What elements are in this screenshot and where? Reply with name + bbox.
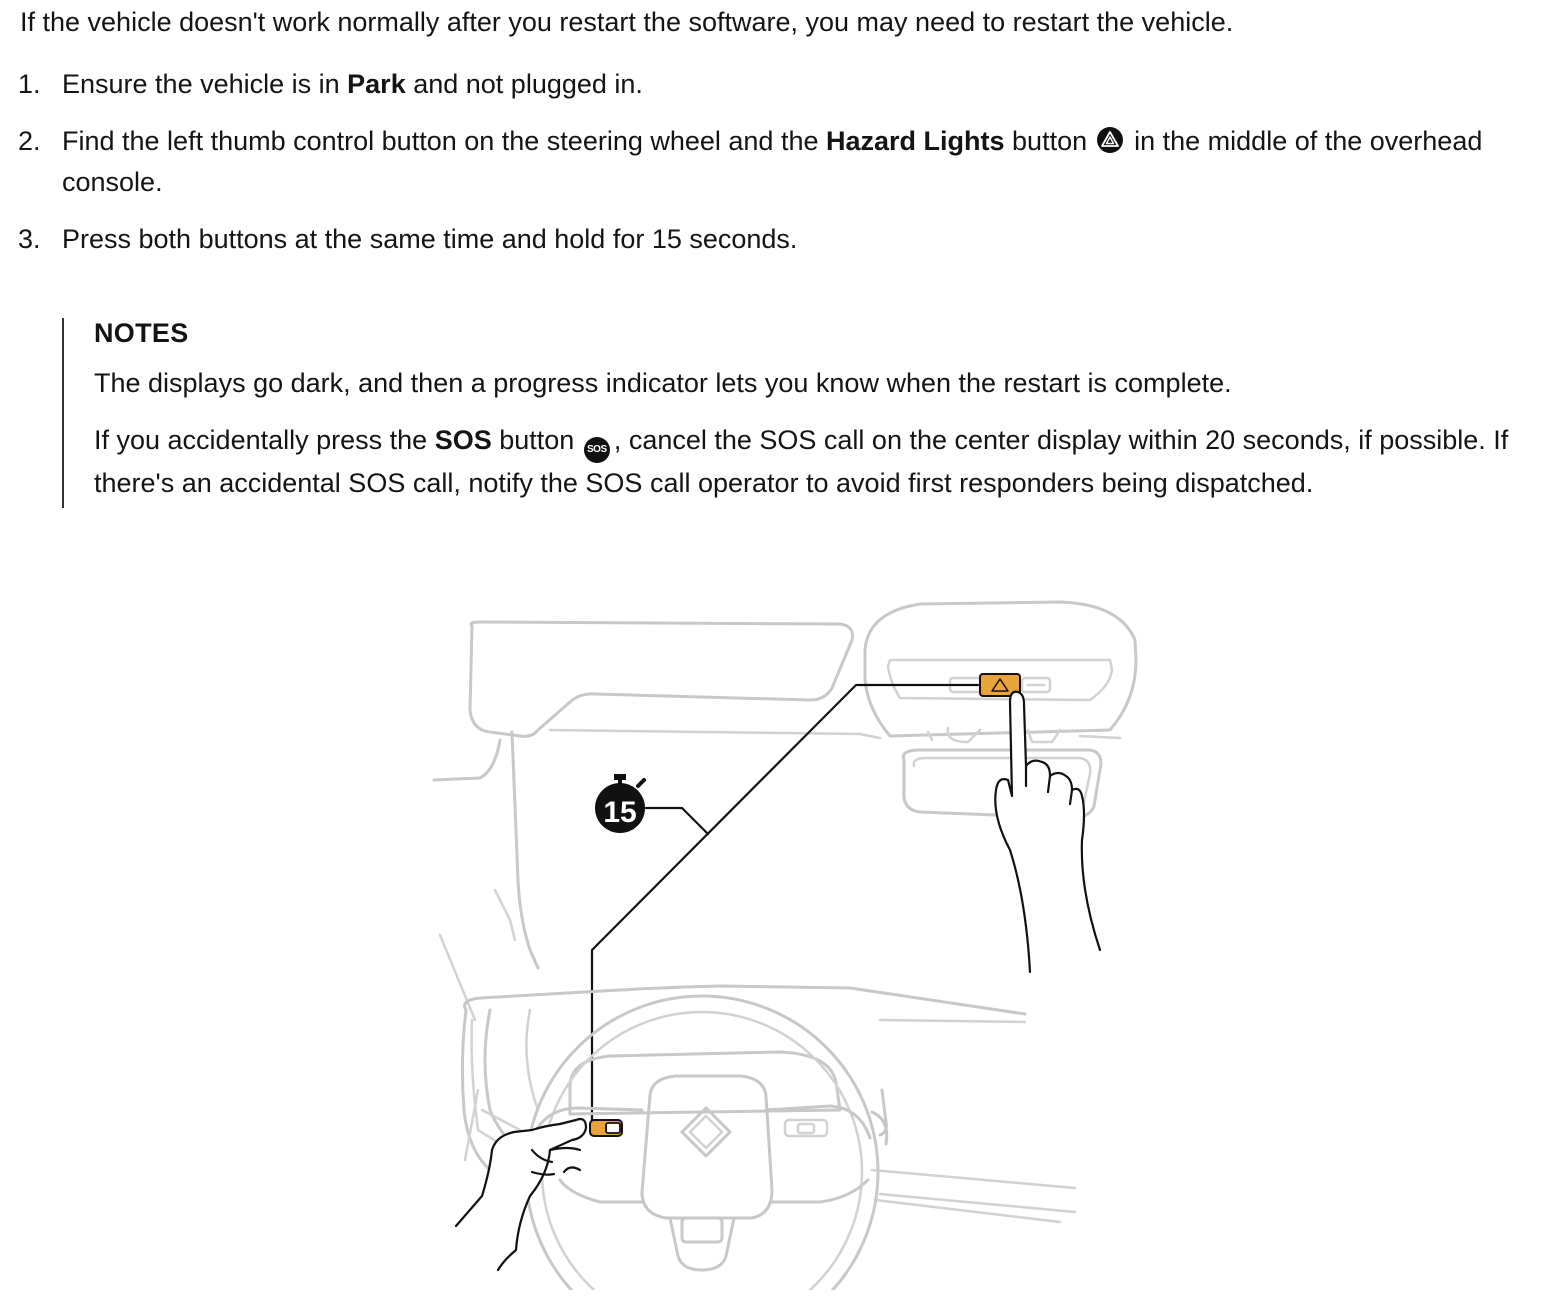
left-hand <box>456 1119 586 1270</box>
hazard-icon <box>1097 127 1123 153</box>
notes-paragraph-1: The displays go dark, and then a progress indicator lets you know when the restart is complete. <box>94 368 1232 398</box>
step-number: 1. <box>18 69 41 99</box>
sos-icon: SOS <box>584 437 610 463</box>
notes-emphasis: SOS <box>434 425 492 455</box>
right-hand <box>995 692 1100 972</box>
step-number: 2. <box>18 126 41 156</box>
callout-line <box>592 685 978 1135</box>
notes-text: , cancel the SOS call on the center display within 20 seconds, if possible. If there's an accidental SOS call, notify the SOS call operator to avoid first responders being dispatched. <box>94 425 1509 498</box>
notes-text: button <box>491 425 575 455</box>
step-text: and not plugged in. <box>405 69 643 99</box>
timer-value: 15 <box>603 796 637 829</box>
brand-logo-icon <box>682 1108 730 1156</box>
notes-text: If you accidentally press the <box>94 425 435 455</box>
sun-visor <box>470 622 853 736</box>
windshield-frame <box>434 732 538 968</box>
vehicle-interior-drawing <box>420 590 1140 1290</box>
restart-illustration <box>420 590 1140 1290</box>
step-3 <box>0 219 1530 260</box>
step-text: Find the left thumb control button on the steering wheel and the <box>62 126 826 156</box>
step-text: in the middle of the overhead console. <box>62 126 1483 197</box>
step-text: Press both buttons at the same time and hold for 15 seconds. <box>62 224 798 254</box>
step-number: 3. <box>18 224 41 254</box>
stopwatch-icon <box>595 774 645 833</box>
notes-paragraph-2 <box>94 420 1534 504</box>
step-emphasis: Hazard Lights <box>826 126 1005 156</box>
step-text: Ensure the vehicle is in <box>62 69 348 99</box>
instruction-steps <box>0 64 1530 276</box>
notes-callout <box>62 318 1534 508</box>
step-emphasis: Park <box>347 69 406 99</box>
intro-text: If the vehicle doesn't work normally after you restart the software, you may need to restart the vehicle. <box>20 7 1234 37</box>
step-1 <box>0 64 1530 105</box>
instrument-cluster <box>570 1052 840 1114</box>
step-2 <box>0 121 1530 203</box>
overhead-console <box>865 602 1136 736</box>
step-text: button <box>1004 126 1088 156</box>
notes-title: NOTES <box>94 318 189 348</box>
